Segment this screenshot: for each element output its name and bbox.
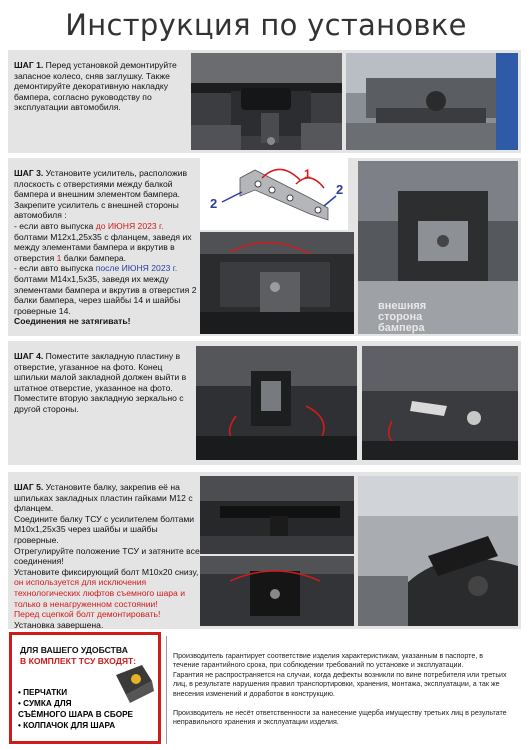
step5-photo-bottom [200, 556, 354, 626]
kit-item: СЪЁМНОГО ШАРА В СБОРЕ [18, 710, 134, 719]
kit-item: • СУМКА ДЛЯ [18, 699, 72, 708]
page-title: Инструкция по установке [65, 8, 467, 42]
step3-photo-center [200, 232, 354, 334]
kit-title: ДЛЯ ВАШЕГО УДОБСТВА В КОМПЛЕКТ ТСУ ВХОДЯТ: [20, 645, 137, 666]
step5-label: ШАГ 5. [14, 482, 44, 492]
step3-panel [8, 158, 521, 336]
kit-item: • КОЛПАЧОК ДЛЯ ШАРА [18, 721, 116, 730]
step3-photo-right [358, 161, 518, 334]
step4-text: ШАГ 4. Поместите закладную пластину в отверстие, угазанное на фото. Конец шпильки малой закладной должен выйти в штатное отверстие, указанное на фото. Поместите вторую закладную зеркально с другой стороны. [14, 351, 187, 414]
kit-item: • ПЕРЧАТКИ [18, 688, 68, 697]
step3-text: ШАГ 3. Установите усилитель, расположив плоскость с отверстиями между балкой бампера и внешним элементом бампера. Закрепите усилитель с внешней стороны автомобиля : - если авто выпуска до ИЮНЯ 2023 г. болтами М12х1,25х35 с фланцем, заведя их между элементами бампера и вкрутив в отверстия 1 балки бампера. - если авто выпуска после ИЮНЯ 2023 г. болтами М14х1,5х35, заведя их между элементами бампера и вкрутив в отверстия 2 балки бампера, через шайбы 14 и шайбы гроверные 14. Соединения не затягивать! [14, 168, 197, 327]
step4-panel [8, 341, 521, 465]
kit-bag-image [112, 661, 156, 705]
warranty-text [166, 636, 517, 744]
kit-contents-box [9, 632, 161, 744]
step1-label: ШАГ 1. [14, 60, 44, 70]
warranty-paragraph: Производитель гарантирует соответствие изделия характеристикам, указанным в паспорте, в течение гарантийного срока, при соблюдении требований по установке и эксплуатации. [173, 652, 483, 670]
step5-photo-top [200, 476, 354, 554]
outer-bumper-caption: внешняя сторона бампера [378, 300, 427, 334]
diagram-mark-2-right: 2 [336, 182, 344, 197]
step1-photo-left [191, 53, 342, 150]
warranty-paragraph: Гарантия не распространяется на случаи, когда дефекты возникли по вине потребителя или третьих лиц, в результате нарушения правил транспортировки, хранения, монтажа, эксплуатации, а так же внесения изменений и доработок в конструкцию. [173, 671, 507, 698]
step1-panel [8, 50, 521, 153]
bracket-diagram [200, 158, 348, 230]
step5-panel [8, 472, 521, 629]
step5-photo-right [358, 476, 518, 626]
warranty-paragraph: Производитель не несёт ответственности за нанесение ущерба имуществу третьих лиц в результате неправильного хранения и эксплуатации изделия. [173, 709, 507, 727]
step3-label: ШАГ 3. [14, 168, 44, 178]
step1-photo-right [346, 53, 518, 150]
step1-text: ШАГ 1. Перед установкой демонтируйте запасное колесо, сняв заглушку. Также демонтируйте декоративную накладку бампера, согласно руководству по эксплуатации автомобиля. [14, 60, 177, 113]
step4-photo-right [362, 346, 518, 460]
step4-photo-left [196, 346, 357, 460]
step4-label: ШАГ 4. [14, 351, 44, 361]
diagram-mark-2-left: 2 [210, 196, 218, 211]
diagram-mark-1: 1 [304, 167, 311, 181]
step5-text: ШАГ 5. Установите балку, закрепив её на шпильках закладных пластин гайками М12 с фланцем. Соедините балку ТСУ с усилителем болтами М10х1,25х35 через шайбы и шайбы гроверные. Отрегулируйте положение ТСУ и затяните все соединения! Установите фиксирующий болт М10х20 снизу, он используется для исключения технологических люфтов съемного шара и только в ненагруженном состоянии! Перед сцепкой болт демонтировать! Установка завершена. [14, 482, 200, 630]
